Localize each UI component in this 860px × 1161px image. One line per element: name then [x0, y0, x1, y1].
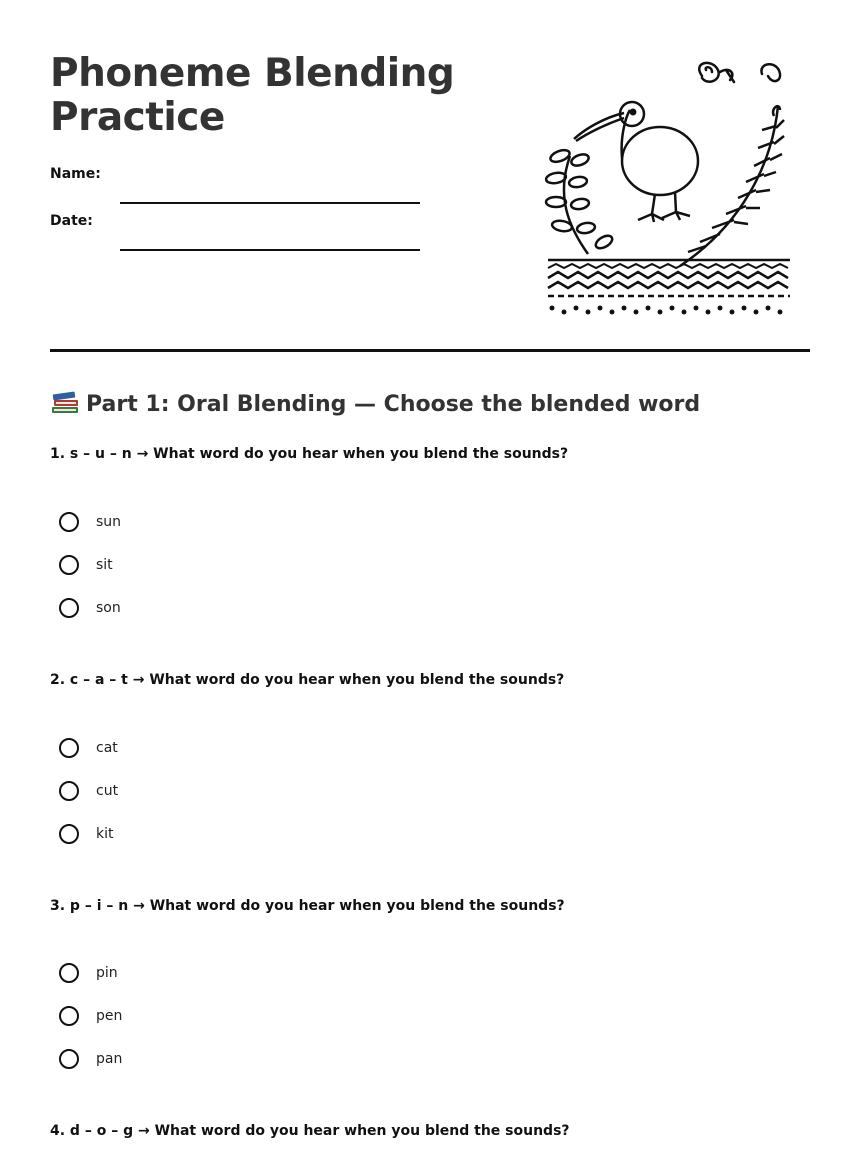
option-label: pan	[96, 1051, 123, 1067]
header-divider	[50, 349, 810, 352]
question-4: 4. d – o – g → What word do you hear when you blend the sounds?	[50, 1123, 570, 1139]
q2-option-1[interactable]	[59, 735, 118, 761]
q1-option-1[interactable]	[59, 509, 121, 535]
question-1: 1. s – u – n → What word do you hear when you blend the sounds?	[50, 446, 569, 462]
date-label: Date:	[50, 213, 93, 229]
q3-option-1[interactable]	[59, 960, 118, 986]
q3-option-2[interactable]	[59, 1003, 122, 1029]
option-label: sit	[96, 557, 113, 573]
radio-button[interactable]	[59, 598, 79, 618]
name-input[interactable]	[120, 180, 420, 204]
option-label: kit	[96, 826, 114, 842]
radio-button[interactable]	[59, 512, 79, 532]
option-label: sun	[96, 514, 122, 530]
option-label: pin	[96, 965, 118, 981]
q2-option-3[interactable]	[59, 821, 114, 847]
radio-button[interactable]	[59, 824, 79, 844]
section-1-title-text: Part 1: Oral Blending — Choose the blended word	[86, 392, 701, 417]
radio-button[interactable]	[59, 1006, 79, 1026]
date-input[interactable]	[120, 227, 420, 251]
radio-button[interactable]	[59, 555, 79, 575]
option-label: pen	[96, 1008, 123, 1024]
name-label: Name:	[50, 166, 101, 182]
kiwi-bird-fern-illustration	[540, 56, 802, 322]
option-label: cat	[96, 740, 118, 756]
radio-button[interactable]	[59, 738, 79, 758]
q3-option-3[interactable]	[59, 1046, 122, 1072]
question-2: 2. c – a – t → What word do you hear when you blend the sounds?	[50, 672, 565, 688]
q1-option-3[interactable]	[59, 595, 121, 621]
option-label: son	[96, 600, 121, 616]
radio-button[interactable]	[59, 1049, 79, 1069]
q1-option-2[interactable]	[59, 552, 113, 578]
radio-button[interactable]	[59, 781, 79, 801]
radio-button[interactable]	[59, 963, 79, 983]
question-3: 3. p – i – n → What word do you hear when you blend the sounds?	[50, 898, 565, 914]
worksheet-title: Phoneme Blending Practice	[50, 51, 455, 140]
q2-option-2[interactable]	[59, 778, 118, 804]
option-label: cut	[96, 783, 119, 799]
section-1-title	[50, 389, 700, 417]
books-icon	[50, 389, 80, 415]
